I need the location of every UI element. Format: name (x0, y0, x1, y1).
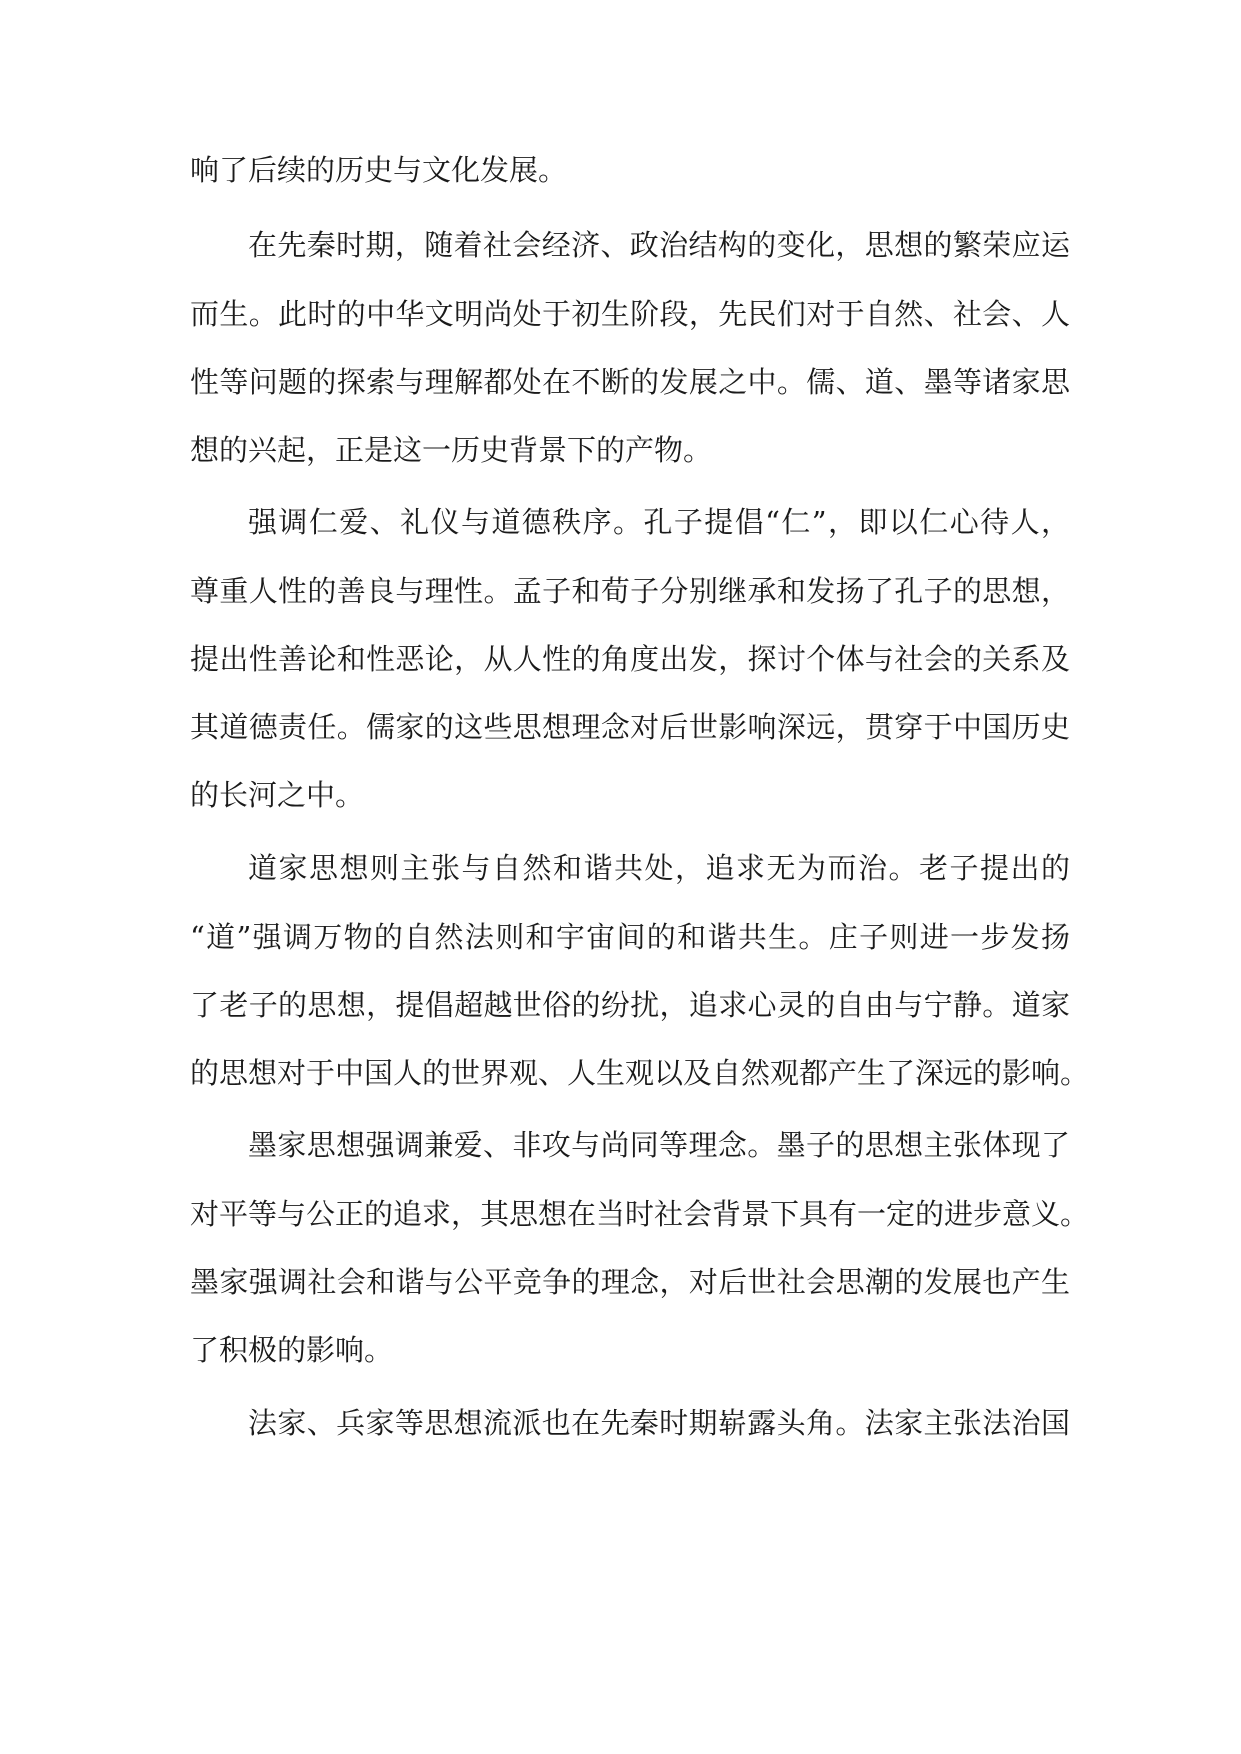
text-line: 的思想对于中国人的世界观、人生观以及自然观都产生了深远的影响。 (190, 1056, 1090, 1090)
paragraph-first-line: 道家思想则主张与自然和谐共处，追求无为而治。老子提出的 (248, 851, 1070, 885)
text-line: 的长河之中。 (190, 778, 365, 812)
text-line: 尊重人性的善良与理性。孟子和荀子分别继承和发扬了孔子的思想， (190, 574, 1070, 608)
paragraph-first-line: 墨家思想强调兼爱、非攻与尚同等理念。墨子的思想主张体现了 (248, 1128, 1070, 1162)
text-line: 对平等与公正的追求，其思想在当时社会背景下具有一定的进步意义。 (190, 1197, 1090, 1231)
text-line: 提出性善论和性恶论，从人性的角度出发，探讨个体与社会的关系及 (190, 642, 1070, 676)
paragraph-first-line: 强调仁爱、礼仪与道德秩序。孔子提倡“仁”，即以仁心待人， (248, 505, 1070, 539)
paragraph-first-line: 法家、兵家等思想流派也在先秦时期崭露头角。法家主张法治国 (248, 1406, 1070, 1440)
text-line: 了老子的思想，提倡超越世俗的纷扰，追求心灵的自由与宁静。道家 (190, 988, 1070, 1022)
paragraph-first-line: 在先秦时期，随着社会经济、政治结构的变化，思想的繁荣应运 (248, 228, 1070, 262)
text-line: 性等问题的探索与理解都处在不断的发展之中。儒、道、墨等诸家思 (190, 365, 1070, 399)
text-line: 了积极的影响。 (190, 1333, 394, 1367)
text-line: 其道德责任。儒家的这些思想理念对后世影响深远，贯穿于中国历史 (190, 710, 1070, 744)
text-line: “道”强调万物的自然法则和宇宙间的和谐共生。庄子则进一步发扬 (190, 920, 1070, 954)
text-line: 想的兴起，正是这一历史背景下的产物。 (190, 433, 713, 467)
text-line: 墨家强调社会和谐与公平竞争的理念，对后世社会思潮的发展也产生 (190, 1265, 1070, 1299)
text-line: 而生。此时的中华文明尚处于初生阶段，先民们对于自然、社会、人 (190, 297, 1070, 331)
text-line: 响了后续的历史与文化发展。 (190, 153, 568, 187)
